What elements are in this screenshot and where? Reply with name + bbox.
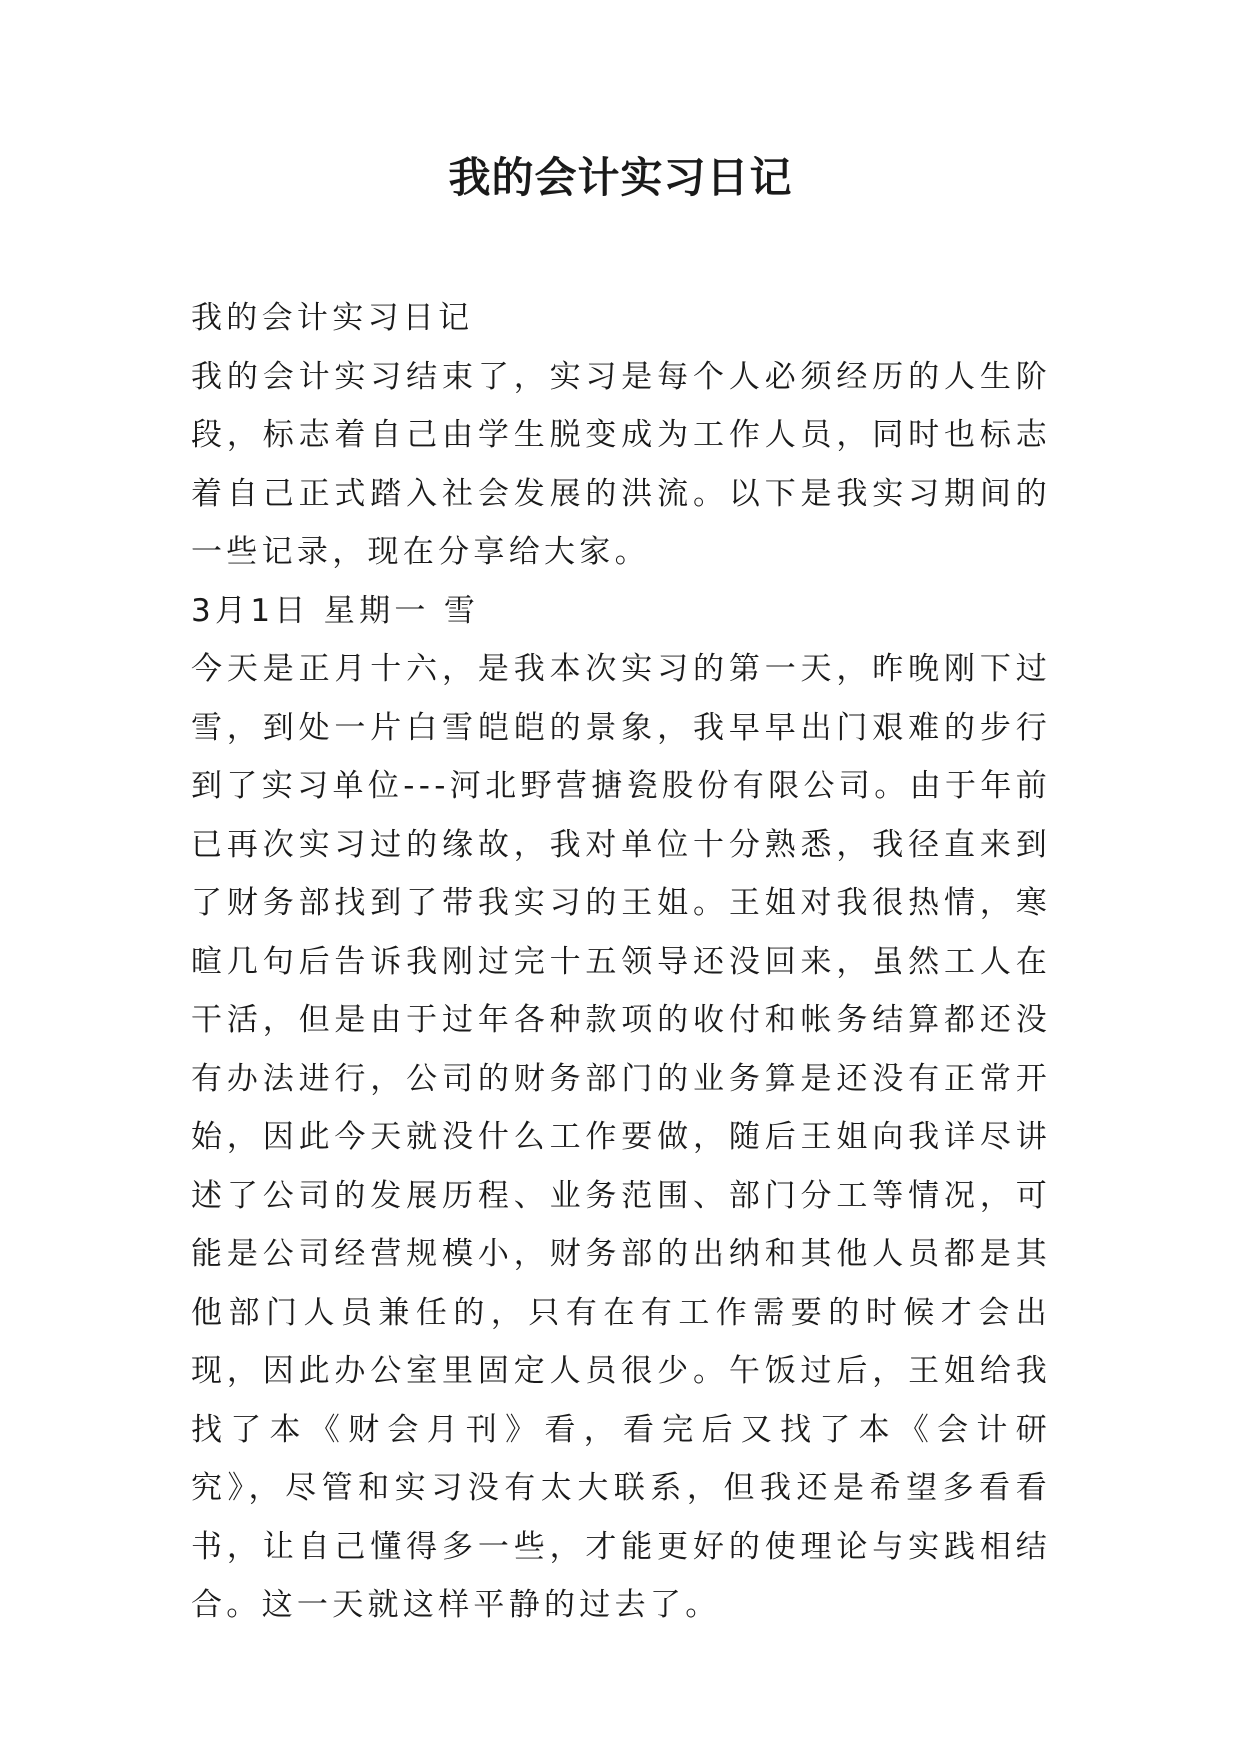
diary-date-line: 3月1日 星期一 雪 xyxy=(191,592,480,629)
document-body xyxy=(191,289,1051,1635)
document-title: 我的会计实习日记 xyxy=(448,153,793,202)
body-heading: 我的会计实习日记 xyxy=(191,300,474,336)
intro-paragraph: 我的会计实习结束了，实习是每个人必须经历的人生阶段，标志着自己由学生脱变成为工作人员，同时也标志着自己正式踏入社会发展的洪流。以下是我实习期间的一些记录，现在分享给大家。 xyxy=(191,358,1051,570)
diary-entry-paragraph: 今天是正月十六，是我本次实习的第一天，昨晚刚下过雪，到处一片白雪皑皑的景象，我早早出门艰难的步行到了实习单位---河北野营搪瓷股份有限公司。由于年前已再次实习过的缘故，我对单位十分熟悉，我径直来到了财务部找到了带我实习的王姐。王姐对我很热情，寒暄几句后告诉我刚过完十五领导还没回来，虽然工人在干活，但是由于过年各种款项的收付和帐务结算都还没有办法进行，公司的财务部门的业务算是还没有正常开始，因此今天就没什么工作要做，随后王姐向我详尽讲述了公司的发展历程、业务范围、部门分工等情况，可能是公司经营规模小，财务部的出纳和其他人员都是其他部门人员兼任的，只有在有工作需要的时候才会出现，因此办公室里固定人员很少。午饭过后，王姐给我找了本《财会月刊》看，看完后又找了本《会计研究》，尽管和实习没有太大联系，但我还是希望多看看书，让自己懂得多一些，才能更好的使理论与实践相结合。这一天就这样平静的过去了。 xyxy=(191,651,1051,1623)
